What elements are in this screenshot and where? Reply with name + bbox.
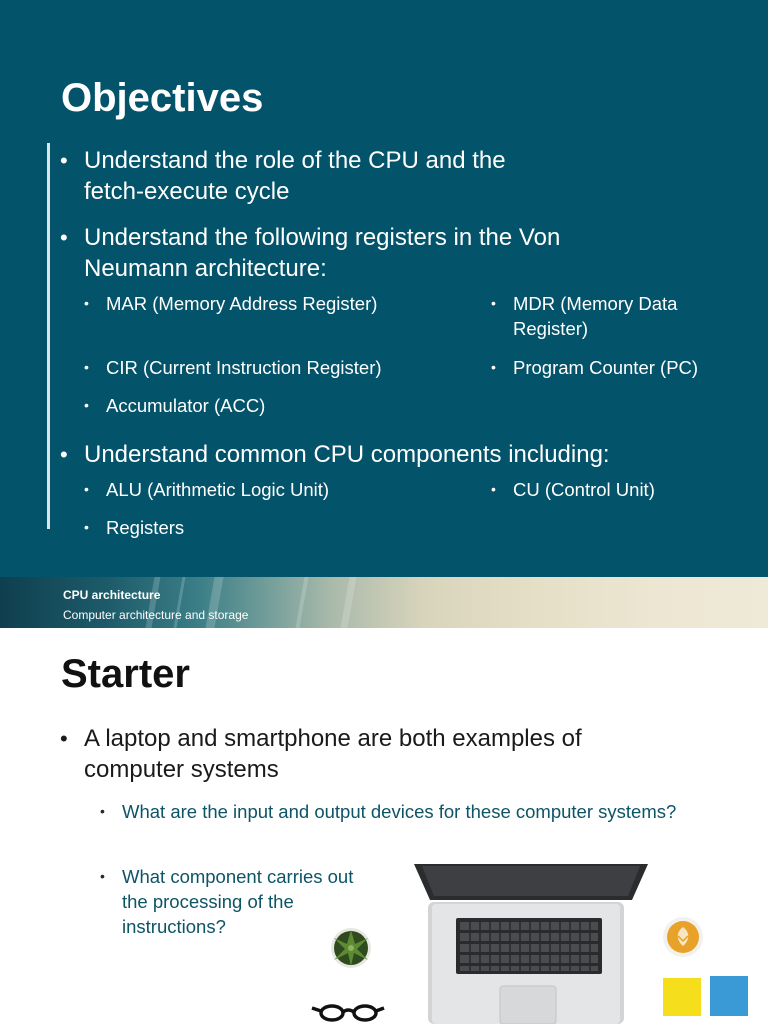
accent-bar: [47, 143, 50, 529]
objective-bullet-components: • Understand common CPU components including:: [84, 439, 724, 470]
question-processing-component: • What component carries out the processing of the instructions?: [122, 864, 362, 939]
laptop-image: [414, 864, 648, 1024]
yellow-sticky-note: [663, 978, 701, 1016]
objective-bullet-registers: • Understand the following registers in the Von Neumann architecture:: [84, 222, 644, 284]
objective-bullet-cpu: • Understand the role of the CPU and the fetch-execute cycle: [84, 145, 564, 207]
starter-title: Starter: [61, 652, 190, 696]
component-item-alu: • ALU (Arithmetic Logic Unit): [106, 477, 426, 502]
blue-sticky-note: [710, 976, 748, 1016]
slide-footer: [0, 577, 768, 628]
coffee-cup-image: [663, 917, 703, 957]
register-item-cir: • CIR (Current Instruction Register): [106, 355, 466, 380]
starter-bullet: • A laptop and smartphone are both examples of computer systems: [84, 723, 684, 785]
desk-photo: [310, 840, 768, 1024]
footer-subtitle: Computer architecture and storage: [63, 608, 249, 622]
footer-title: CPU architecture: [63, 588, 161, 602]
glasses-image: [312, 1006, 384, 1020]
register-item-mdr: • MDR (Memory Data Register): [513, 291, 713, 341]
register-item-mar: • MAR (Memory Address Register): [106, 291, 436, 316]
component-item-cu: • CU (Control Unit): [513, 477, 733, 502]
register-item-acc: • Accumulator (ACC): [106, 393, 406, 418]
register-item-pc: • Program Counter (PC): [513, 355, 753, 380]
slide-title: Objectives: [61, 76, 264, 120]
plant-image: [331, 928, 371, 968]
question-io-devices: • What are the input and output devices for these computer systems?: [122, 799, 682, 824]
component-item-registers: • Registers: [106, 515, 326, 540]
